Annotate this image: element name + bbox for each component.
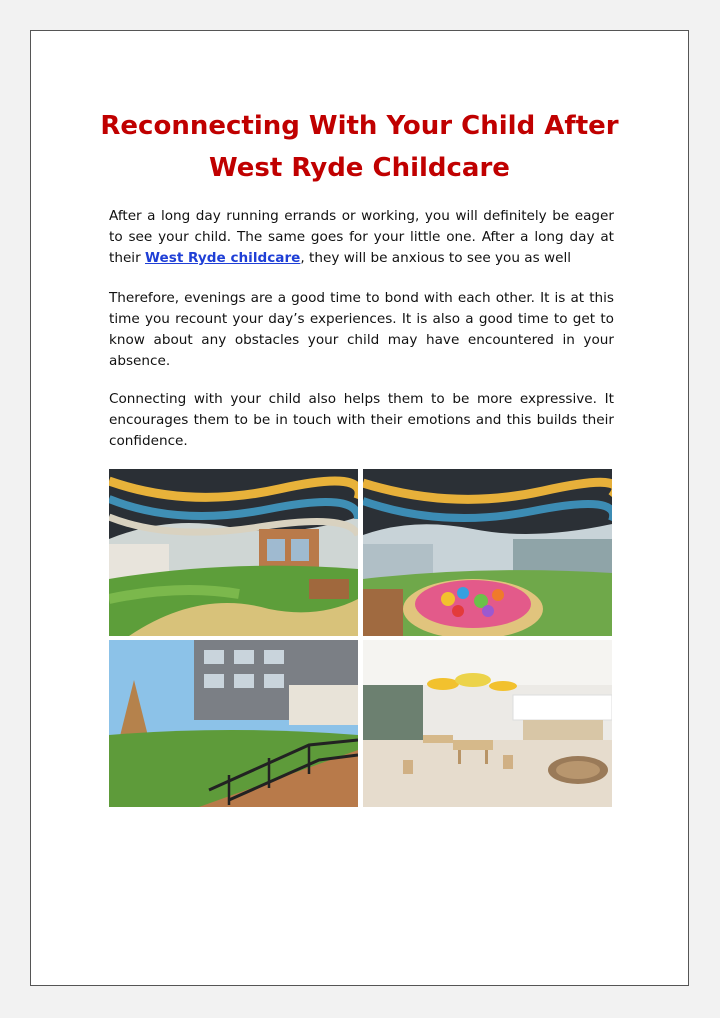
photo-ball-pit [363,469,612,636]
intro-text-start: After a long day running errands or working, you will definitely be eager to see your child. The same goes for your little one. After a long day at their [109,208,614,266]
title-line-2: West Ryde Childcare [209,153,510,183]
paragraph-evenings: Therefore, evenings are a good time to bond with each other. It is at this time you recount your day’s experiences. It is also a good time to get to know about any obstacles your child may have encountered in your absence. [109,290,614,369]
west-ryde-childcare-link[interactable]: West Ryde childcare [145,250,301,266]
childcare-photo-collage [109,469,613,808]
document-page [30,30,689,986]
paragraph-intro [109,206,614,269]
photo-outdoor-playground [109,469,358,636]
photo-building-ramp [109,640,358,807]
title-line-1: Reconnecting With Your Child After [100,111,619,141]
page-title [31,105,688,189]
paragraph-connecting: Connecting with your child also helps them to be more expressive. It encourages them to be in touch with their emotions and this builds their confidence. [109,391,614,449]
intro-text-end: , they will be anxious to see you as well [300,250,572,266]
photo-indoor-classroom [363,640,612,807]
